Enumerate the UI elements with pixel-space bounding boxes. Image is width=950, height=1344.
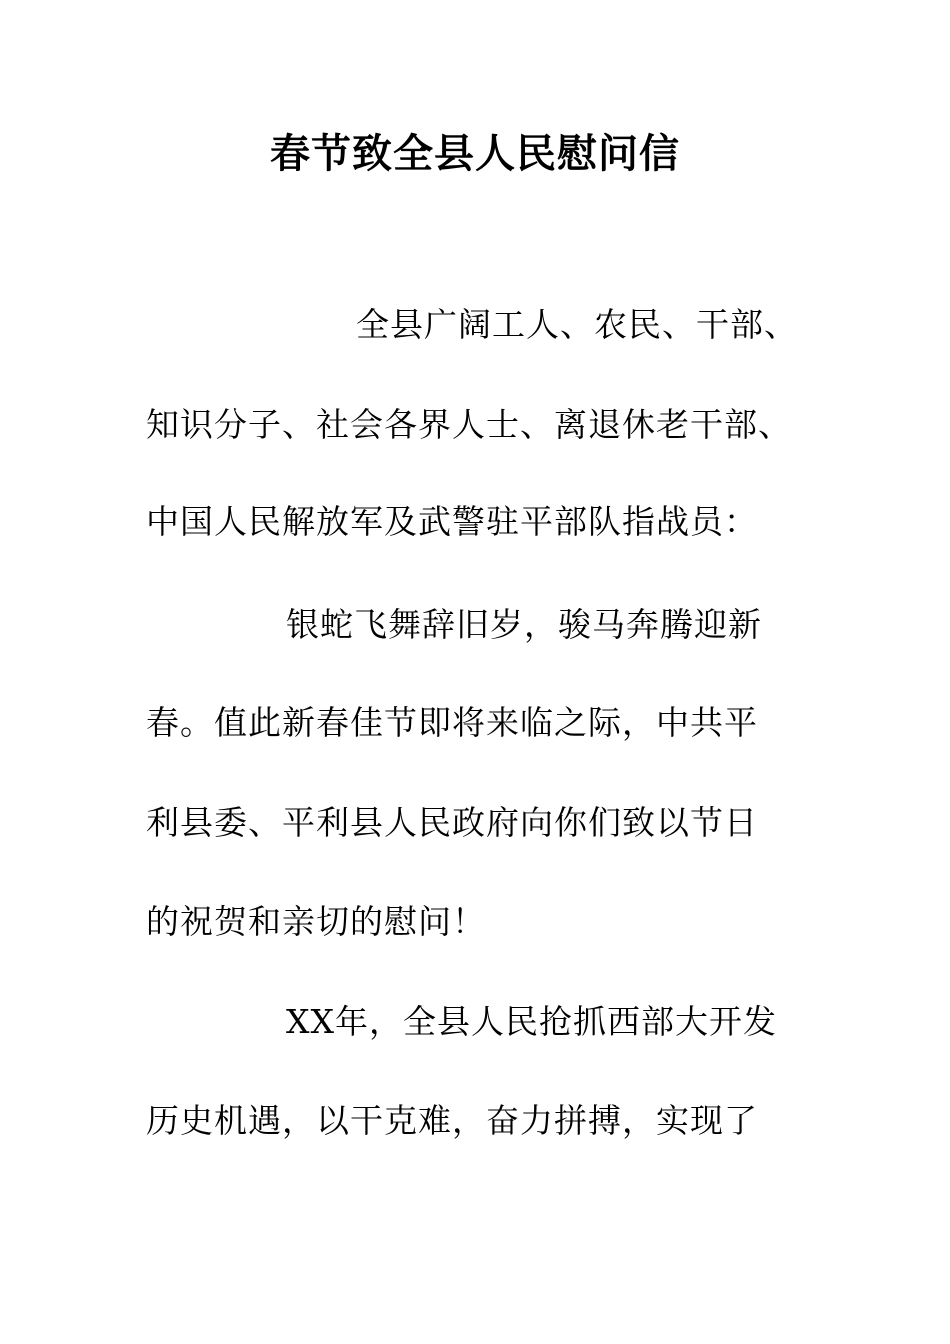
paragraph-1-line-3: 利县委、平利县人民政府向你们致以节日 <box>146 803 758 842</box>
paragraph-1-line-4: 的祝贺和亲切的慰问！ <box>146 902 486 941</box>
salutation-line-3: 中国人民解放军及武警驻平部队指战员： <box>146 502 758 541</box>
paragraph-2-line-2: 历史机遇，以干克难，奋力拼搏，实现了 <box>146 1101 758 1140</box>
paragraph-2-line-1: XX年，全县人民抢抓西部大开发 <box>286 1002 777 1041</box>
paragraph-1-line-1: 银蛇飞舞辞旧岁，骏马奔腾迎新 <box>286 605 762 644</box>
letter-title: 春节致全县人民慰问信 <box>270 131 680 177</box>
salutation-line-2: 知识分子、社会各界人士、离退休老干部、 <box>146 405 792 444</box>
paragraph-1-line-2: 春。值此新春佳节即将来临之际，中共平 <box>146 703 758 742</box>
salutation-line-1: 全县广阔工人、农民、干部、 <box>356 305 798 344</box>
